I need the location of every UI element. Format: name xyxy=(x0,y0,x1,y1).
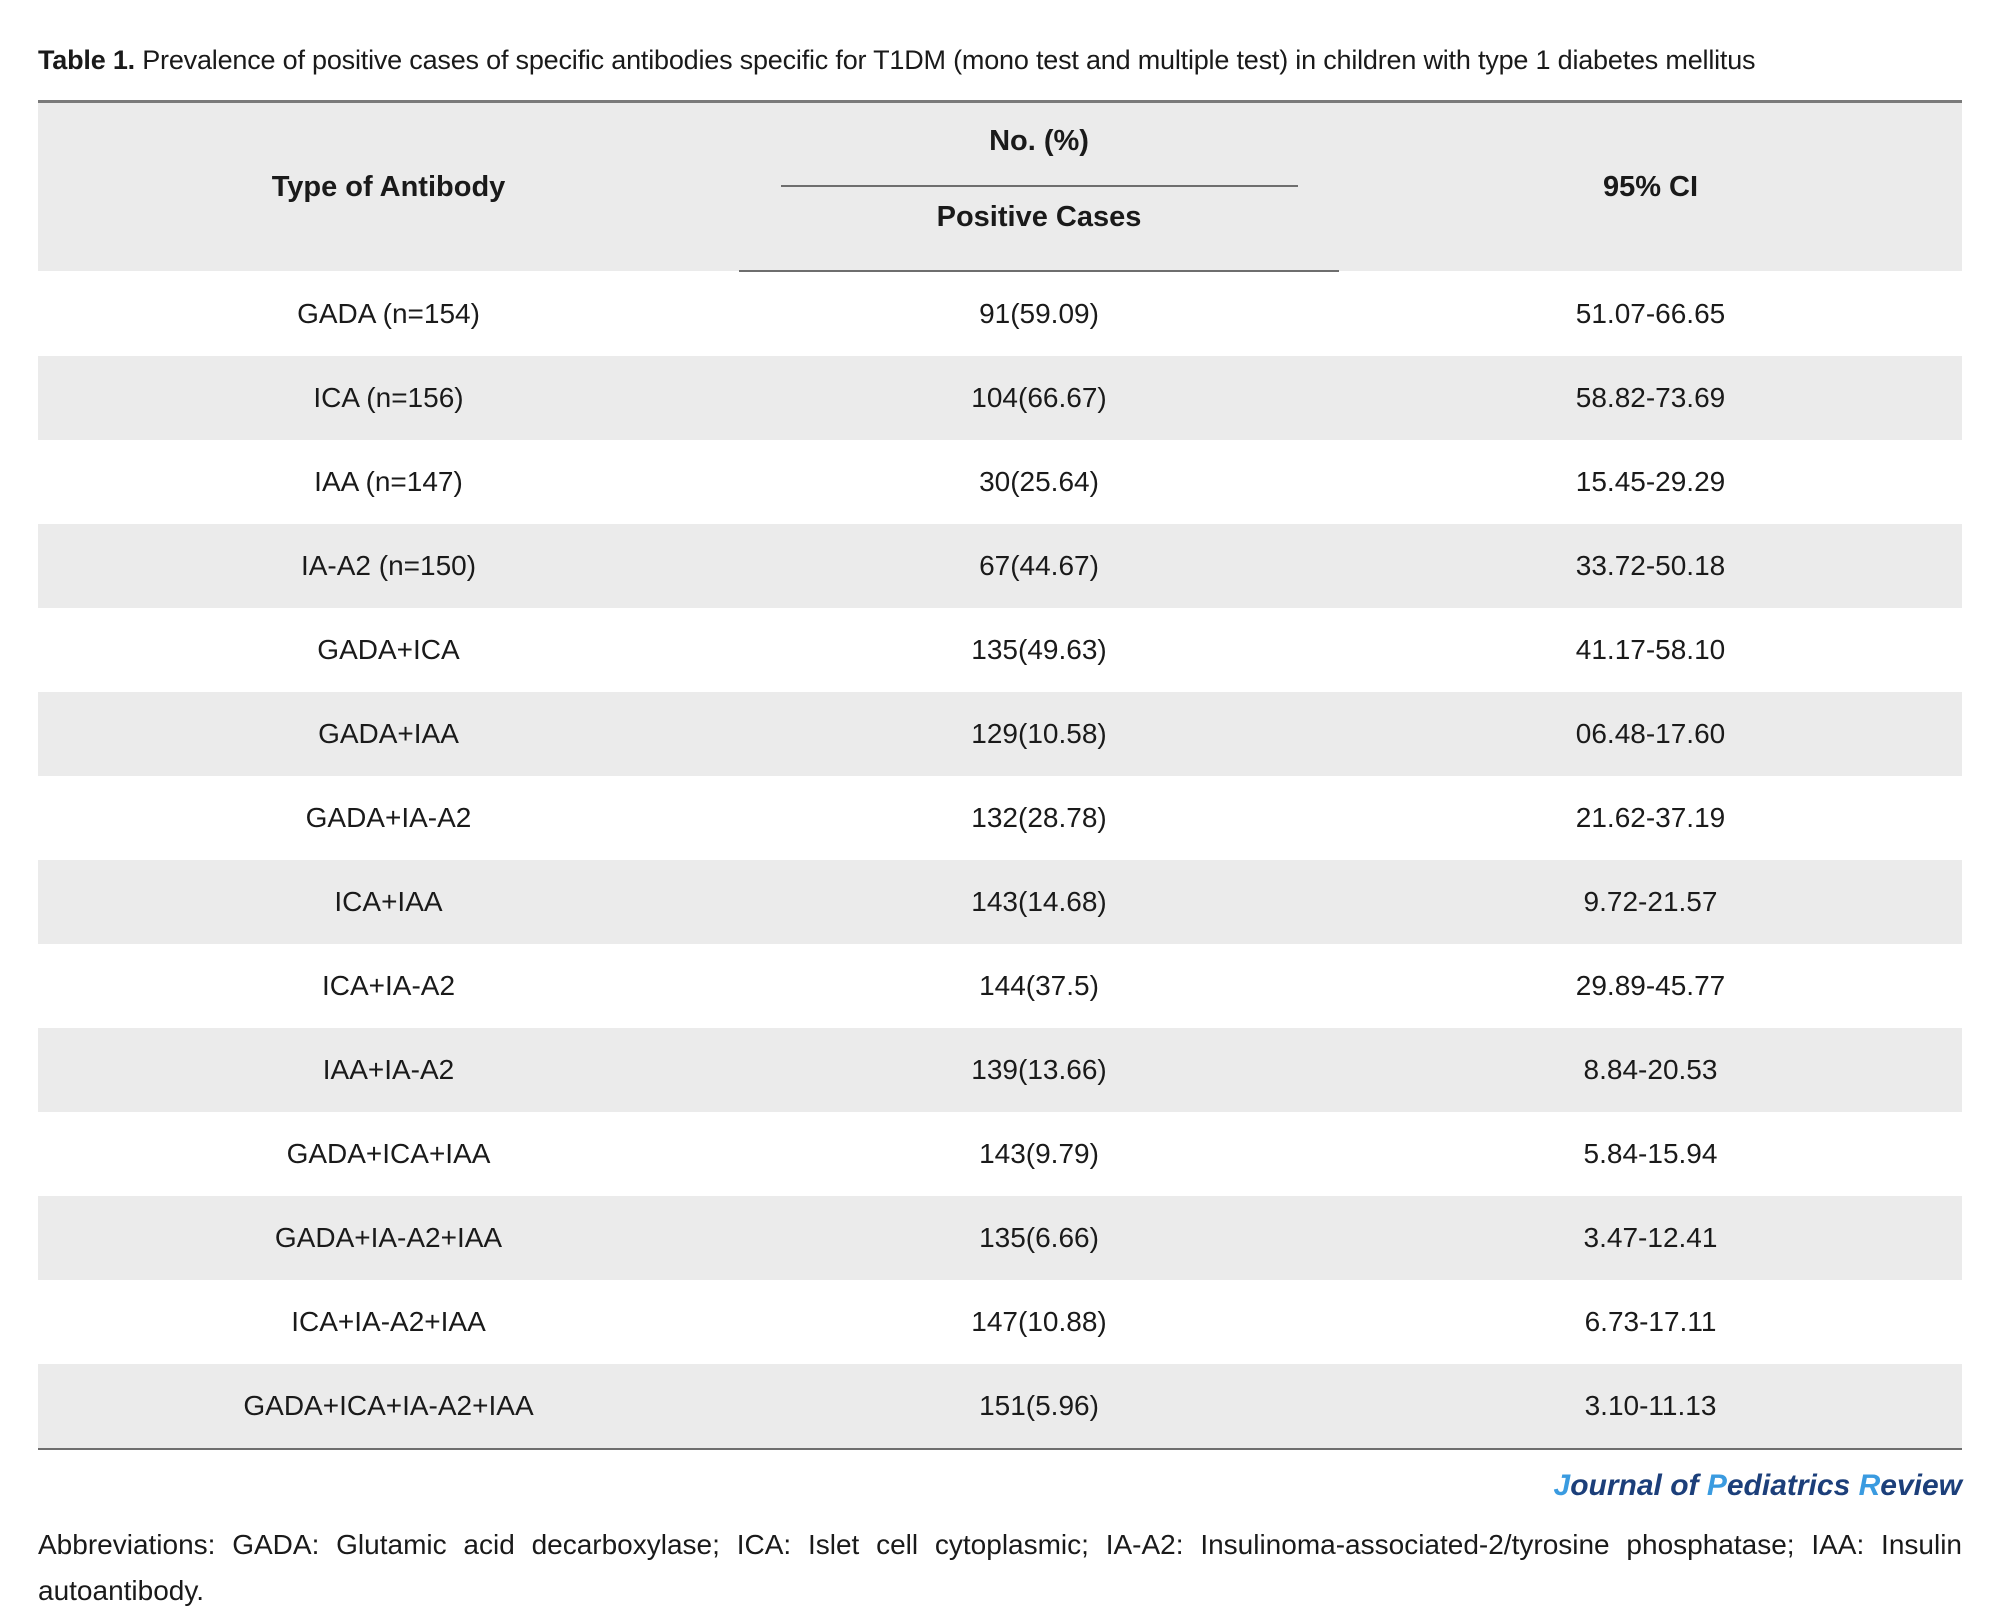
cell-type-of-antibody: GADA+IA-A2+IAA xyxy=(274,1222,503,1253)
cell-type-of-antibody: IA-A2 (n=150) xyxy=(300,550,477,581)
table-row xyxy=(38,776,1962,860)
cell-type-of-antibody: GADA+ICA+IA-A2+IAA xyxy=(38,1364,739,1449)
table-row xyxy=(38,356,1962,440)
header-positive-cases xyxy=(739,187,1339,271)
cell-positive-cases: 151(5.96) xyxy=(739,1364,1339,1449)
table-header xyxy=(38,102,1962,272)
journal-logo-text-1: ournal of xyxy=(1570,1469,1707,1502)
antibody-table xyxy=(38,100,1962,1450)
cell-type-of-antibody: GADA+IAA xyxy=(318,718,459,749)
cell-type-of-antibody: GADA+ICA xyxy=(317,634,460,665)
header-positive-cases-label: Positive Cases xyxy=(936,201,1142,233)
cell-positive-cases: 135(49.63) xyxy=(971,634,1107,665)
table-row xyxy=(38,1112,1962,1196)
cell-positive-cases: 67(44.67) xyxy=(979,550,1099,581)
table-row xyxy=(38,1196,1962,1280)
journal-logo-initial-j: J xyxy=(1553,1469,1571,1502)
cell-95-ci: 41.17-58.10 xyxy=(1575,634,1726,665)
cell-positive-cases: 139(13.66) xyxy=(971,1054,1107,1085)
cell-type-of-antibody: ICA (n=156) xyxy=(313,382,464,413)
header-no-percent xyxy=(739,102,1339,188)
table-row xyxy=(38,1364,1962,1449)
cell-positive-cases: 132(28.78) xyxy=(971,802,1107,833)
cell-95-ci: 51.07-66.65 xyxy=(1575,297,1726,329)
cell-95-ci: 58.82-73.69 xyxy=(1575,382,1726,413)
table-caption-text: Prevalence of positive cases of specific antibodies specific for T1DM (mono test and multiple test) in children with type 1 diabetes mellitus xyxy=(142,45,1756,75)
header-no-percent-label: No. (%) xyxy=(781,103,1298,187)
cell-type-of-antibody: GADA+IA-A2 xyxy=(305,802,472,833)
cell-positive-cases: 143(9.79) xyxy=(979,1138,1099,1169)
cell-95-ci: 5.84-15.94 xyxy=(1583,1138,1718,1169)
cell-positive-cases: 129(10.58) xyxy=(971,718,1107,749)
cell-positive-cases: 147(10.88) xyxy=(971,1306,1107,1337)
table-row xyxy=(38,860,1962,944)
header-type-of-antibody: Type of Antibody xyxy=(271,170,506,203)
table-row xyxy=(38,271,1962,356)
table-row xyxy=(38,1028,1962,1112)
table-body xyxy=(38,271,1962,1449)
table-row xyxy=(38,1280,1962,1364)
journal-logo-text-3: eview xyxy=(1880,1469,1962,1502)
cell-95-ci: 3.10-11.13 xyxy=(1339,1364,1962,1449)
cell-95-ci: 06.48-17.60 xyxy=(1575,718,1726,749)
cell-95-ci: 8.84-20.53 xyxy=(1583,1054,1718,1085)
cell-95-ci: 6.73-17.11 xyxy=(1584,1306,1717,1337)
cell-positive-cases: 135(6.66) xyxy=(979,1222,1099,1253)
table-row xyxy=(38,608,1962,692)
cell-positive-cases: 91(59.09) xyxy=(979,298,1099,329)
cell-type-of-antibody: IAA+IA-A2 xyxy=(322,1054,455,1085)
table-row xyxy=(38,440,1962,524)
cell-positive-cases: 104(66.67) xyxy=(971,382,1107,413)
page xyxy=(38,0,1962,1614)
cell-95-ci: 15.45-29.29 xyxy=(1575,466,1726,497)
cell-positive-cases: 143(14.68) xyxy=(971,886,1107,917)
journal-logo-initial-p: P xyxy=(1706,1469,1727,1502)
table-row xyxy=(38,692,1962,776)
cell-95-ci: 29.89-45.77 xyxy=(1575,970,1726,1001)
cell-95-ci: 3.47-12.41 xyxy=(1583,1222,1718,1253)
table-row xyxy=(38,944,1962,1028)
cell-95-ci: 9.72-21.57 xyxy=(1583,886,1718,917)
cell-positive-cases: 30(25.64) xyxy=(979,466,1099,497)
cell-type-of-antibody: IAA (n=147) xyxy=(314,466,463,497)
cell-95-ci: 33.72-50.18 xyxy=(1575,550,1726,581)
cell-type-of-antibody: ICA+IA-A2 xyxy=(321,970,456,1001)
cell-type-of-antibody: GADA (n=154) xyxy=(297,297,480,329)
journal-logo-initial-r: R xyxy=(1858,1469,1881,1502)
cell-type-of-antibody: GADA+ICA+IAA xyxy=(286,1138,491,1169)
cell-positive-cases: 144(37.5) xyxy=(979,970,1099,1001)
abbreviations-note: Abbreviations: GADA: Glutamic acid decarboxylase; ICA: Islet cell cytoplasmic; IA-A2: Insulinoma-associated-2/tyrosine phosphatase; IAA: Insulin autoantibody. xyxy=(38,1529,1962,1606)
table-caption-label: Table 1. xyxy=(38,45,135,75)
header-95-ci: 95% CI xyxy=(1602,170,1699,203)
cell-95-ci: 21.62-37.19 xyxy=(1575,802,1726,833)
cell-type-of-antibody: ICA+IA-A2+IAA xyxy=(291,1306,486,1337)
table-caption xyxy=(38,42,1962,78)
cell-type-of-antibody: ICA+IAA xyxy=(334,886,443,917)
journal-logo-text-2: ediatrics xyxy=(1726,1469,1859,1502)
table-row xyxy=(38,524,1962,608)
journal-logo xyxy=(38,1466,1962,1506)
